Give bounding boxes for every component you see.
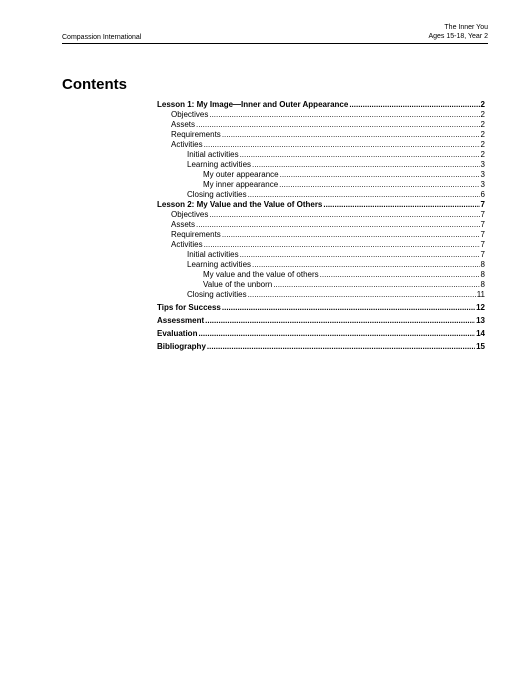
header-course-title: The Inner You — [444, 24, 488, 31]
toc-entry[interactable] — [157, 180, 485, 190]
toc-entry-label: Initial activities — [187, 150, 239, 159]
toc-entry-label: Tips for Success — [157, 303, 221, 312]
toc-entry-page: 2 — [480, 140, 485, 149]
toc-entry[interactable] — [157, 120, 485, 130]
toc-entry-label: Activities — [171, 240, 203, 249]
toc-entry-page: 2 — [480, 120, 485, 129]
toc-entry-page: 7 — [480, 250, 485, 259]
toc-entry[interactable] — [157, 110, 485, 120]
toc-entry-label: Requirements — [171, 230, 221, 239]
toc-entry-page: 7 — [480, 210, 485, 219]
toc-entry-label: Requirements — [171, 130, 221, 139]
toc-entry-page: 7 — [480, 230, 485, 239]
toc-dot-leader — [209, 210, 479, 220]
toc-entry-label: Objectives — [171, 110, 209, 119]
toc-entry[interactable] — [157, 260, 485, 270]
toc-entry[interactable] — [157, 170, 485, 180]
toc-entry-page: 7 — [480, 200, 485, 209]
toc-entry-label: Bibliography — [157, 342, 206, 351]
toc-entry-page: 6 — [480, 190, 485, 199]
toc-dot-leader — [279, 180, 479, 190]
toc-dot-leader — [209, 110, 479, 120]
toc-dot-leader — [320, 270, 480, 280]
toc-dot-leader — [280, 170, 480, 180]
toc-entry-label: Closing activities — [187, 190, 247, 199]
header-course-info — [428, 23, 488, 41]
toc-entry-page: 7 — [480, 220, 485, 229]
page-title: Contents — [62, 76, 127, 93]
toc-entry[interactable] — [157, 140, 485, 150]
toc-entry[interactable] — [157, 210, 485, 220]
toc-entry[interactable] — [157, 329, 485, 339]
toc-entry-label: Initial activities — [187, 250, 239, 259]
toc-entry[interactable] — [157, 200, 485, 210]
toc-dot-leader — [222, 130, 480, 140]
toc-entry[interactable] — [157, 280, 485, 290]
toc-entry[interactable] — [157, 303, 485, 313]
toc-entry-page: 8 — [480, 280, 485, 289]
toc-dot-leader — [204, 140, 480, 150]
toc-entry-label: Lesson 2: My Value and the Value of Others — [157, 200, 323, 209]
toc-entry-page: 2 — [480, 100, 485, 109]
toc-entry-page: 14 — [476, 329, 485, 338]
toc-entry-page: 2 — [480, 130, 485, 139]
toc-dot-leader — [222, 230, 480, 240]
toc-entry-page: 15 — [476, 342, 485, 351]
toc-entry-label: Objectives — [171, 210, 209, 219]
toc-entry[interactable] — [157, 270, 485, 280]
toc-dot-leader — [349, 100, 479, 110]
toc-dot-leader — [273, 280, 479, 290]
toc-dot-leader — [248, 290, 476, 300]
toc-dot-leader — [240, 150, 480, 160]
table-of-contents — [157, 100, 485, 352]
toc-entry[interactable] — [157, 150, 485, 160]
toc-entry-label: Value of the unborn — [203, 280, 273, 289]
toc-entry-page: 12 — [476, 303, 485, 312]
toc-entry-page: 7 — [480, 240, 485, 249]
toc-dot-leader — [204, 240, 480, 250]
page-header — [62, 23, 488, 44]
toc-dot-leader — [196, 120, 480, 130]
toc-dot-leader — [252, 160, 480, 170]
toc-entry-page: 3 — [480, 170, 485, 179]
toc-dot-leader — [207, 342, 475, 352]
toc-entry-label: Activities — [171, 140, 203, 149]
toc-entry-page: 3 — [480, 160, 485, 169]
toc-entry[interactable] — [157, 316, 485, 326]
toc-dot-leader — [252, 260, 480, 270]
header-course-ages: Ages 15-18, Year 2 — [428, 33, 488, 40]
toc-entry[interactable] — [157, 160, 485, 170]
toc-entry-page: 2 — [480, 110, 485, 119]
toc-dot-leader — [248, 190, 480, 200]
toc-entry-page: 3 — [480, 180, 485, 189]
toc-entry-label: Lesson 1: My Image—Inner and Outer Appearance — [157, 100, 349, 109]
toc-dot-leader — [222, 303, 475, 313]
toc-entry-label: Evaluation — [157, 329, 198, 338]
toc-dot-leader — [240, 250, 480, 260]
toc-entry[interactable] — [157, 130, 485, 140]
toc-dot-leader — [198, 329, 475, 339]
toc-entry-page: 13 — [476, 316, 485, 325]
toc-entry-label: My inner appearance — [203, 180, 279, 189]
toc-dot-leader — [323, 200, 479, 210]
toc-entry-page: 8 — [480, 270, 485, 279]
toc-entry[interactable] — [157, 342, 485, 352]
toc-entry-page: 11 — [476, 290, 485, 299]
toc-entry[interactable] — [157, 250, 485, 260]
toc-entry-page: 8 — [480, 260, 485, 269]
toc-dot-leader — [205, 316, 475, 326]
toc-entry[interactable] — [157, 290, 485, 300]
toc-entry-label: Closing activities — [187, 290, 247, 299]
toc-entry-label: Assets — [171, 220, 196, 229]
toc-entry[interactable] — [157, 230, 485, 240]
toc-entry-label: My outer appearance — [203, 170, 279, 179]
toc-entry-label: Assessment — [157, 316, 205, 325]
header-organization: Compassion International — [62, 34, 142, 41]
toc-entry-label: Learning activities — [187, 160, 252, 169]
toc-dot-leader — [196, 220, 480, 230]
toc-entry[interactable] — [157, 190, 485, 200]
toc-entry[interactable] — [157, 100, 485, 110]
toc-entry-label: My value and the value of others — [203, 270, 319, 279]
toc-entry-page: 2 — [480, 150, 485, 159]
toc-entry[interactable] — [157, 220, 485, 230]
toc-entry-label: Learning activities — [187, 260, 252, 269]
toc-entry-label: Assets — [171, 120, 196, 129]
toc-entry[interactable] — [157, 240, 485, 250]
